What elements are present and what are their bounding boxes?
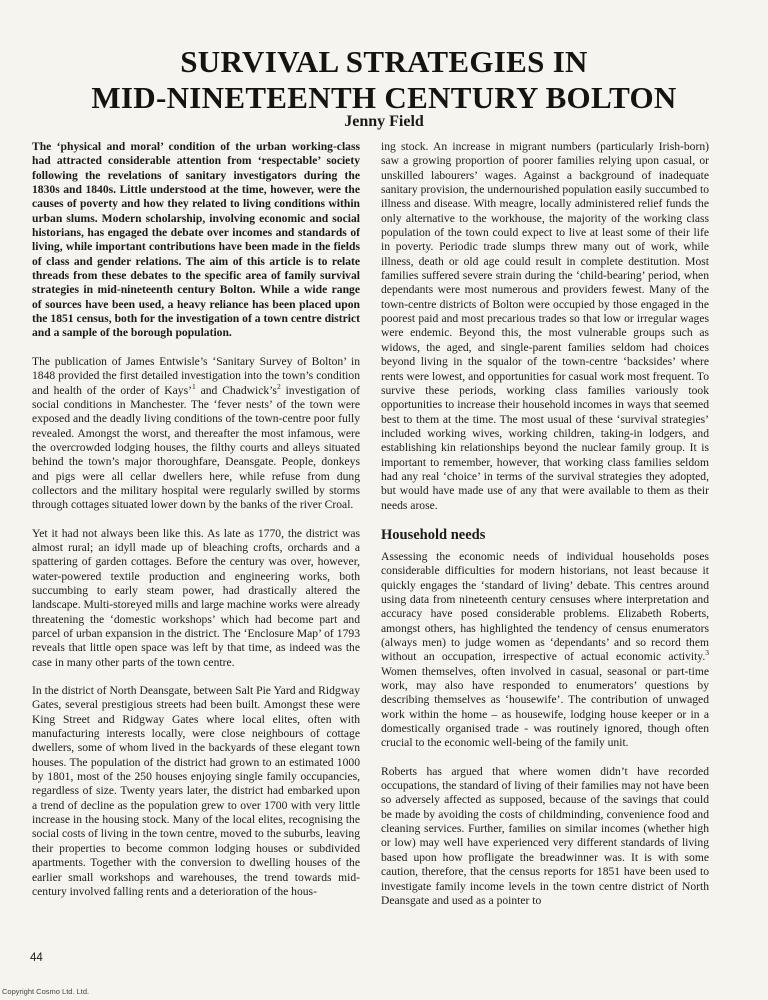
body-paragraph: Yet it had not always been like this. As late as 1770, the district was almost rural; an idyll made up of bleaching crofts, orchards and a spattering of garden cottages. Before the century was over, however, water-powered textile production and engineering works, both succumbing to early steam power, had drastically altered the landscape. Multi-storeyed mills and large machine works were already threatening the ‘domestic workshops’ which had become part and parcel of urban expansion in the district. The ‘Enclosure Map’ of 1793 reveals that little open space was left by that time, as indeed was the case in many other parts of the town centre. <box>32 526 360 669</box>
footnote-ref-3: 3 <box>705 648 709 658</box>
body-paragraph <box>32 355 360 513</box>
copyright-notice: Copyright Cosmo Ltd. Ltd. <box>2 987 90 996</box>
paragraph-text: Women themselves, often involved in casual, seasonal or part-time work, may also have responded to enumerators’ questions by describing themselves as ‘housewife’. The contribution of unwaged work within the home – as housewife, lodging house keeper or in a domestically organised trade - was routinely ignored, though often crucial to the economic well-being of the family unit. <box>381 664 709 750</box>
body-paragraph: Roberts has argued that where women didn’t have recorded occupations, the standard of living of their families may not have been so adversely affected as supposed, because of the savings that could be made by avoiding the costs of childminding, convenience food and cleaning services. Further, families on similar incomes (whether high or low) may well have experienced very different standards of living based upon how profligate the breadwinner was. It is with some caution, therefore, that the census reports for 1851 have been used to investigate family income levels in the town centre district of North Deansgate and used as a pointer to <box>381 764 709 907</box>
body-paragraph: In the district of North Deansgate, between Salt Pie Yard and Ridgway Gates, several prestigious streets had been built. Amongst these were King Street and Ridgway Gates where local elites, often with manufacturing interests locally, were close neighbours of cottage dwellers, some of whom lived in the backyards of these elegant town houses. The population of the district had grown to an estimated 1000 by 1801, most of the 250 houses enjoying single family occupancies, regardless of size. Twenty years later, the district had embarked upon a trend of decline as the population grew to over 1700 with very little increase in the housing stock. Many of the local elites, recognising the social costs of living in the town centre, moved to the suburbs, leaving their properties to become common lodging houses or subdivided apartments. Together with the conversion to dwelling houses of the earlier small workshops and warehouses, the trend towards mid-century involved falling rents and a deterioration of the hous- <box>32 684 360 898</box>
body-paragraph <box>381 550 709 751</box>
right-column <box>381 140 709 940</box>
abstract-paragraph: The ‘physical and moral’ condition of the urban working-class had attracted considerable attention from ‘respectable’ society following the revelations of sanitary investigators during the 1830s and 1840s. Little understood at the time, however, were the causes of poverty and how they related to living conditions within urban slums. Modern scholarship, involving economic and social historians, has engaged the debate over incomes and standards of living, while important contributions have been made in the fields of class and gender relations. The aim of this article is to relate threads from these debates to the specific area of family survival strategies in mid-nineteenth century Bolton. While a wide range of sources have been used, a heavy reliance has been placed upon the 1851 census, both for the investigation of a town centre district and a sample of the borough population. <box>32 140 360 340</box>
paragraph-text: investigation of social conditions in Manchester. The ‘fever nests’ of the town were exposed and the deadly living conditions of the town-centre poor fully revealed. Amongst the worst, and thereafter the most infamous, were the overcrowded lodging houses, the filthy courts and alleys situated behind the town’s major thoroughfare, Deansgate. People, donkeys and pigs were all cellar dwellers here, while refuse from dung collectors and the military hospital were regularly swilled by storms through cottages situated lower down by the banks of the river Croal. <box>32 383 360 512</box>
author-name: Jenny Field <box>344 113 424 130</box>
section-heading: Household needs <box>381 526 486 543</box>
paragraph-text: The publication of James Entwisle’s ‘Sanitary Survey of Bolton’ in 1848 provided the first detailed investigation into the town’s condition and health of the order of Kays’ <box>32 354 360 397</box>
article-title-line-1: SURVIVAL STRATEGIES IN <box>180 44 588 79</box>
footnote-ref-1: 1 <box>191 381 196 391</box>
page-number: 44 <box>30 952 43 964</box>
body-paragraph: ing stock. An increase in migrant numbers (particularly Irish-born) saw a growing proportion of poorer families relying upon casual, or unskilled labourers’ wages. Against a background of inadequate sanitary provision, the undernourished population easily succumbed to illness and disease. With meagre, locally administered relief funds the only alternative to the workhouse, the majority of the working class population of the town could expect to live at least some of their life in poverty. Periodic trade slumps threw many out of work, while illness, death or old age could result in complete destitution. Most families suffered severe strain during the ‘child-bearing’ period, when dependants were most numerous and providers fewest. Many of the town-centre districts of Bolton were occupied by those engaged in the poorest paid and most precarious trades so that low or irregular wages were endemic. Beyond this, the most vulnerable groups such as widows, the aged, and single-parent families seldom had choices beyond living in the squalor of the town-centre ‘backsides’ where rents were lowest, and opportunities for casual work most frequent. To survive these periods, working class families variously took opportunities to increase their household incomes in ways that seemed best to them at the time. The most usual of these ‘survival strategies’ included working wives, working children, taking-in lodgers, and establishing kin relationships beyond the nuclear family group. It is important to remember, however, that working class families seldom had any real ‘choice’ in terms of the survival strategies they adopted, but would have made use of any that were available to them as their needs arose. <box>381 140 709 512</box>
footnote-ref-2: 2 <box>276 381 281 391</box>
paragraph-text: and Chadwick’s <box>195 383 277 397</box>
left-column <box>32 140 360 940</box>
article-title-line-2: MID-NINETEENTH CENTURY BOLTON <box>91 80 677 115</box>
paragraph-text: Assessing the economic needs of individual households poses considerable difficulties for modern historians, not least because it quickly engages the ‘standard of living’ debate. This centres around using data from nineteenth century censuses where interpretation and accuracy have posed considerable problems. Elizabeth Roberts, amongst others, has highlighted the tendency of census enumerators (always men) to judge women as ‘dependants’ and so record them without an occupation, irrespective of actual economic activity. <box>381 549 709 664</box>
